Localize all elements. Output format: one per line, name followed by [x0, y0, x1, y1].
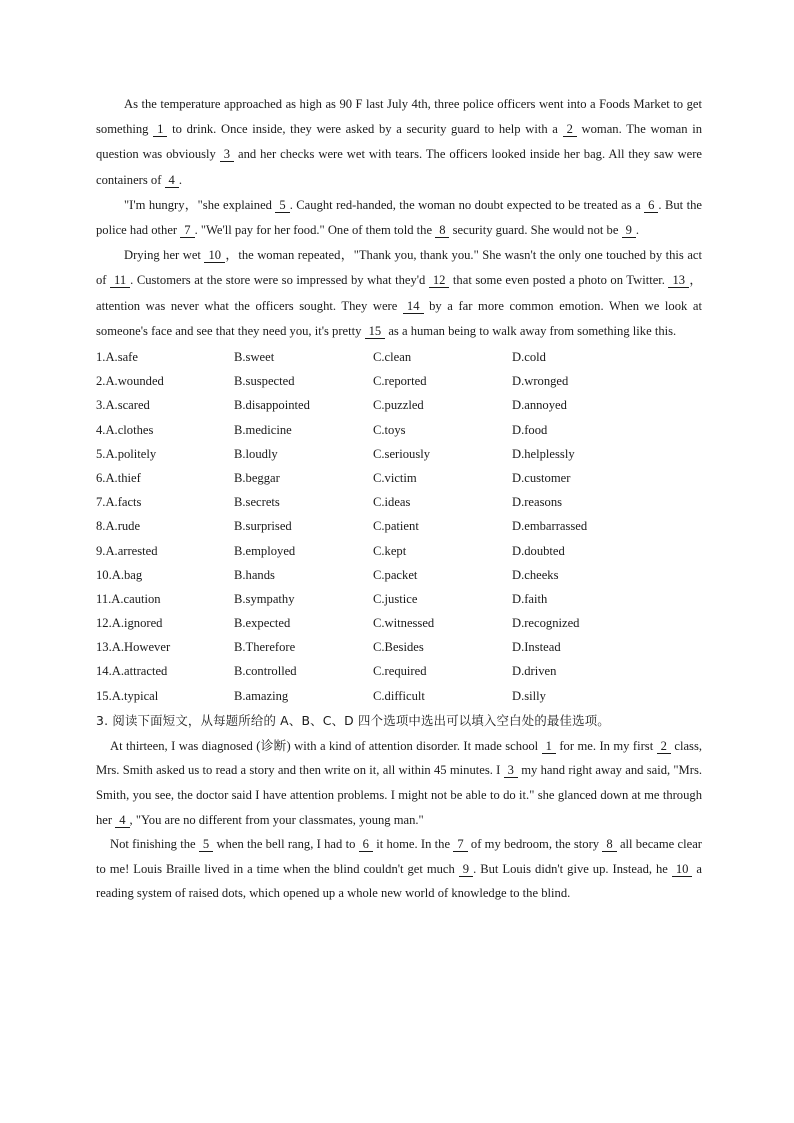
passage1-paragraph-3 [96, 243, 702, 344]
option-d: D.cheeks [512, 567, 559, 582]
blank-5: 5 [199, 837, 213, 852]
option-d: D.wronged [512, 374, 569, 389]
blank-5: 5 [275, 198, 289, 213]
text: a reading system of raised dots, which opened up a whole new world of knowledge to the blind. [96, 861, 703, 901]
blank-7: 7 [453, 837, 467, 852]
option-c: C.reported [373, 374, 427, 389]
text: . Caught red-handed, the woman no doubt expected to be treated as a [289, 197, 645, 212]
blank-12: 12 [429, 273, 450, 288]
text: . But the police had other [96, 197, 702, 238]
blank-10: 10 [204, 248, 225, 263]
section3-paragraph-2 [96, 832, 702, 906]
option-a: 5.A.politely [96, 446, 157, 461]
option-a: 14.A.attracted [96, 664, 168, 679]
text: , "You are no different from your classmates, young man." [129, 812, 424, 827]
option-d: D.helplessly [512, 446, 575, 461]
option-a: 11.A.caution [96, 591, 161, 606]
option-c: C.witnessed [373, 616, 435, 631]
text: and her checks were wet with tears. The officers looked inside her bag. All they saw were containers of [96, 147, 703, 187]
blank-1: 1 [153, 122, 167, 137]
option-row [96, 490, 702, 514]
blank-11: 11 [110, 273, 130, 288]
option-c: C.patient [373, 519, 419, 534]
text: ， attention was never what the officers sought. They were [96, 273, 703, 313]
blank-14: 14 [403, 299, 424, 314]
option-b: B.sympathy [234, 591, 295, 606]
blank-1: 1 [542, 739, 556, 754]
passage1-paragraph-1 [96, 92, 702, 193]
blank-15: 15 [365, 324, 386, 339]
option-c: C.seriously [373, 446, 431, 461]
option-c: C.victim [373, 470, 417, 485]
option-a: 8.A.rude [96, 519, 141, 534]
text: Drying her wet [124, 248, 205, 263]
text: . Customers at the store were so impressed by what they'd [130, 273, 429, 288]
option-b: B.controlled [234, 664, 297, 679]
option-d: D.doubted [512, 543, 565, 558]
text: . But Louis didn't give up. Instead, he [473, 861, 672, 876]
option-d: D.annoyed [512, 398, 567, 413]
blank-9: 9 [622, 223, 636, 238]
option-row [96, 611, 702, 635]
blank-6: 6 [359, 837, 373, 852]
text: security guard. She would not be [449, 223, 622, 238]
text: At thirteen, I was diagnosed (诊断) with a kind of attention disorder. It made school [110, 738, 542, 753]
option-d: D.food [512, 422, 548, 437]
text: of my bedroom, the story [467, 837, 603, 852]
text: when the bell rang, I had to [213, 837, 359, 852]
text: class, Mrs. Smith asked us to read a story and then write on it, all within 45 minutes. I [96, 738, 703, 778]
option-a: 9.A.arrested [96, 543, 158, 558]
text: Not finishing the [110, 837, 199, 852]
option-row [96, 587, 702, 611]
text: "I'm hungry，"she explained [124, 197, 276, 212]
option-d: D.driven [512, 664, 557, 679]
option-c: C.puzzled [373, 398, 424, 413]
text: to drink. Once inside, they were asked by a security guard to help with a [167, 122, 563, 137]
option-b: B.secrets [234, 495, 280, 510]
text: As the temperature approached as high as 90 F last July 4th, three police officers went into a Foods Market to get something [96, 97, 702, 137]
blank-9: 9 [459, 862, 473, 877]
option-b: B.suspected [234, 374, 295, 389]
blank-3: 3 [504, 763, 518, 778]
blank-3: 3 [220, 147, 234, 162]
option-c: C.Besides [373, 640, 424, 655]
option-row [96, 369, 702, 393]
option-d: D.embarrassed [512, 519, 588, 534]
option-b: B.hands [234, 567, 275, 582]
option-c: C.justice [373, 591, 418, 606]
option-b: B.medicine [234, 422, 292, 437]
blank-13: 13 [668, 273, 689, 288]
option-a: 3.A.scared [96, 398, 150, 413]
option-row [96, 563, 702, 587]
option-row [96, 418, 702, 442]
text: my hand right away and said, "Mrs. Smith, you see, the doctor said I have attention problems. I might not be able to do it." she glanced down at me through her [96, 763, 702, 827]
option-d: D.reasons [512, 495, 563, 510]
option-row [96, 345, 702, 369]
option-b: B.beggar [234, 470, 280, 485]
option-row [96, 539, 702, 563]
answer-options [96, 345, 702, 708]
text: ，the woman repeated，"Thank you, thank you." She wasn't the only one touched by this act of [96, 248, 703, 288]
option-a: 13.A.However [96, 640, 171, 655]
text: . "We'll pay for her food." One of them told the [194, 223, 436, 238]
blank-4: 4 [115, 813, 129, 828]
option-a: 1.A.safe [96, 350, 138, 365]
option-d: D.Instead [512, 640, 561, 655]
option-b: B.sweet [234, 350, 275, 365]
text: all became clear to me! Louis Braille lived in a time when the blind couldn't get much [96, 837, 703, 876]
text: it home. In the [372, 837, 454, 852]
section-3-heading: 3. 阅读下面短文，从每题所给的 A、B、C、D 四个选项中选出可以填入空白处的最佳选项。 [96, 712, 610, 728]
option-a: 7.A.facts [96, 495, 142, 510]
option-d: D.customer [512, 470, 571, 485]
option-b: B.disappointed [234, 398, 310, 413]
blank-10: 10 [672, 862, 693, 877]
option-c: C.kept [373, 543, 407, 558]
option-b: B.Therefore [234, 640, 296, 655]
blank-2: 2 [563, 122, 577, 137]
option-b: B.amazing [234, 688, 289, 703]
option-c: C.ideas [373, 495, 411, 510]
option-a: 12.A.ignored [96, 616, 163, 631]
option-b: B.expected [234, 616, 291, 631]
option-row [96, 466, 702, 490]
option-a: 2.A.wounded [96, 374, 164, 389]
passage1-paragraph-2 [96, 193, 702, 243]
text: . [635, 223, 640, 238]
text: by a far more common emotion. When we look at someone's face and see that they need you, it's pretty [96, 298, 702, 338]
option-d: D.cold [512, 350, 546, 365]
blank-2: 2 [657, 739, 671, 754]
text: woman. The woman in question was obviously [96, 122, 702, 162]
text: that some even posted a photo on Twitter. [449, 273, 669, 288]
option-row [96, 393, 702, 417]
option-a: 4.A.clothes [96, 422, 154, 437]
option-row [96, 514, 702, 538]
option-row [96, 442, 702, 466]
option-d: D.faith [512, 591, 548, 606]
text: as a human being to walk away from something like this. [385, 323, 677, 338]
option-a: 15.A.typical [96, 688, 159, 703]
text: for me. In my first [555, 738, 657, 753]
option-c: C.required [373, 664, 427, 679]
option-row [96, 684, 702, 708]
option-a: 6.A.thief [96, 470, 141, 485]
option-d: D.silly [512, 688, 546, 703]
blank-7: 7 [180, 223, 194, 238]
option-row [96, 659, 702, 683]
option-row [96, 635, 702, 659]
option-c: C.toys [373, 422, 406, 437]
option-c: C.clean [373, 350, 412, 365]
blank-6: 6 [644, 198, 658, 213]
option-d: D.recognized [512, 616, 580, 631]
option-b: B.employed [234, 543, 296, 558]
blank-4: 4 [165, 173, 179, 188]
option-c: C.difficult [373, 688, 425, 703]
section3-paragraph-1 [96, 734, 702, 832]
option-a: 10.A.bag [96, 567, 143, 582]
blank-8: 8 [602, 837, 616, 852]
text: . [178, 172, 182, 187]
option-c: C.packet [373, 567, 418, 582]
option-b: B.surprised [234, 519, 292, 534]
option-b: B.loudly [234, 446, 278, 461]
blank-8: 8 [435, 223, 449, 238]
document-page [96, 92, 702, 906]
